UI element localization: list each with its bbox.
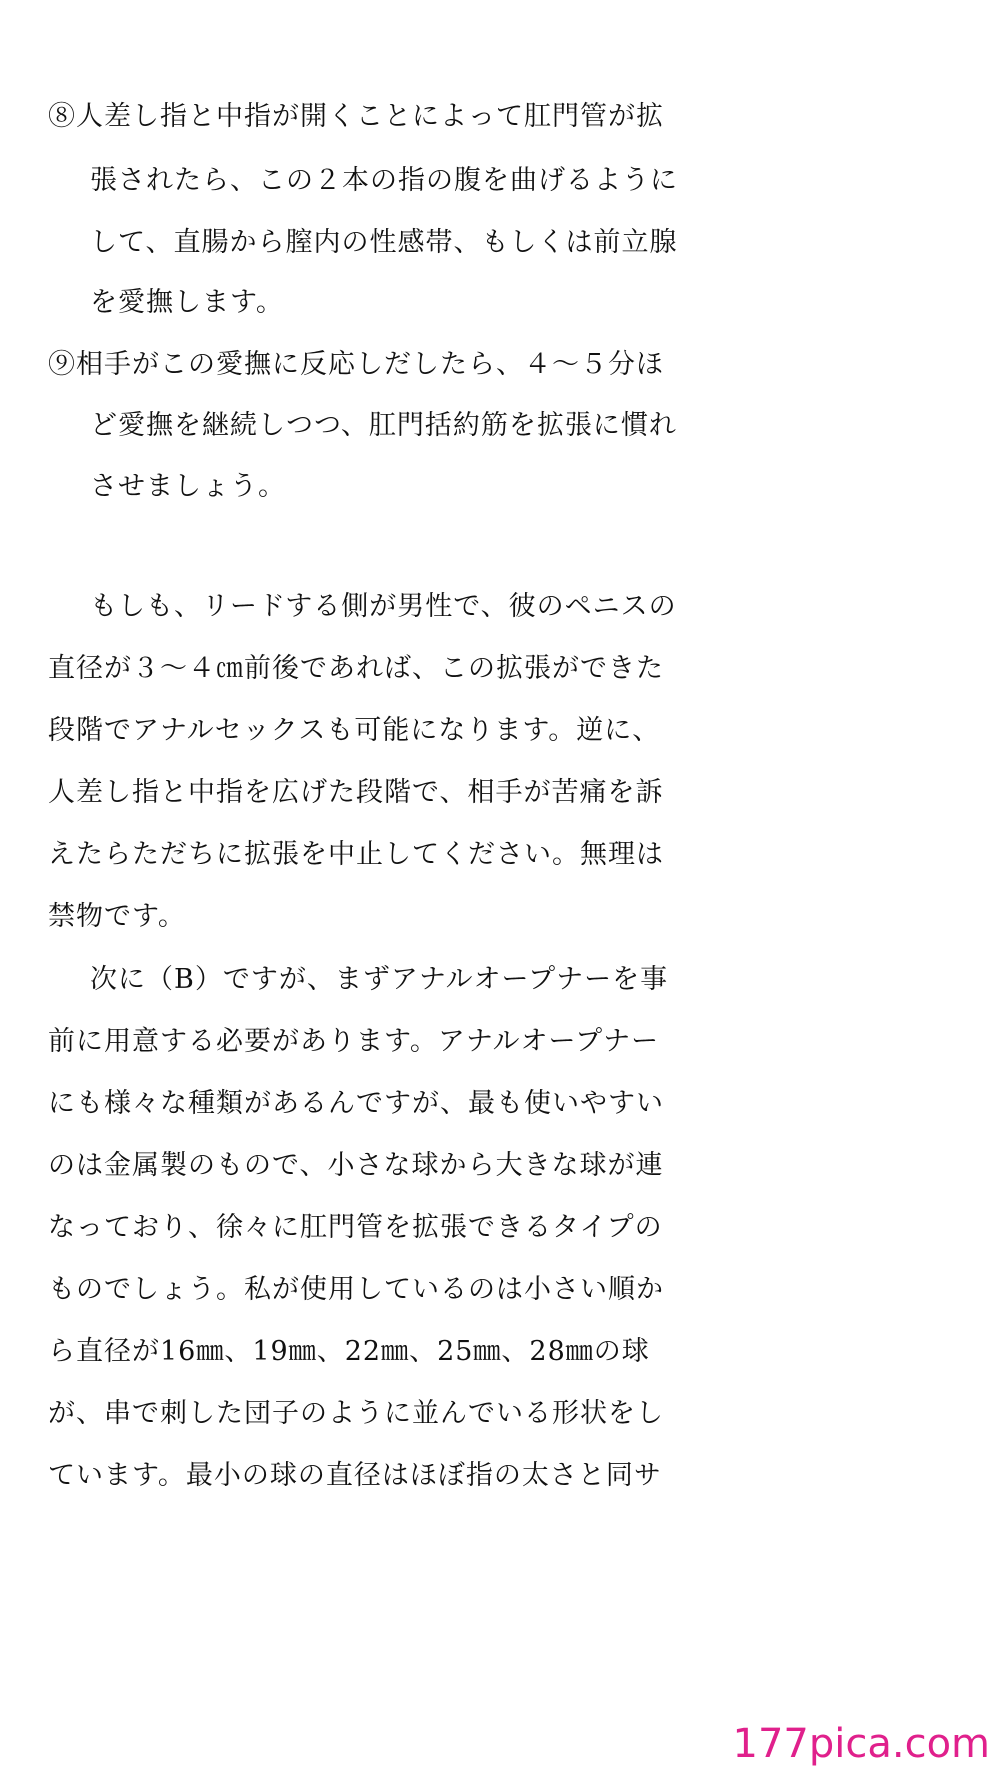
para-a-line-2: 直径が３〜４㎝前後であれば、この拡張ができた [48, 653, 664, 684]
site-watermark: 177pica.com [732, 1721, 990, 1767]
para-b-line-1: 次に（B）ですが、まずアナルオープナーを事 [90, 964, 669, 995]
para-a-line-3: 段階でアナルセックスも可能になります。逆に、 [48, 715, 661, 746]
para-a-line-4: 人差し指と中指を広げた段階で、相手が苦痛を訴 [48, 777, 664, 808]
para-b-line-6: ものでしょう。私が使用しているのは小さい順か [48, 1274, 664, 1305]
item-8-line-1: ⑧人差し指と中指が開くことによって肛門管が拡 [48, 101, 664, 132]
para-b-line-8: が、串で刺した団子のように並んでいる形状をし [48, 1398, 664, 1429]
item-8-line-2: 張されたら、この２本の指の腹を曲げるように [90, 165, 678, 196]
item-9-line-3: させましょう。 [90, 471, 286, 502]
para-b-line-5: なっており、徐々に肛門管を拡張できるタイプの [48, 1212, 663, 1243]
item-9-line-1: ⑨相手がこの愛撫に反応しだしたら、４〜５分ほ [48, 349, 664, 380]
para-b-line-2: 前に用意する必要があります。アナルオープナー [48, 1026, 660, 1057]
item-9-line-2: ど愛撫を継続しつつ、肛門括約筋を拡張に慣れ [90, 410, 677, 441]
para-b-line-3: にも様々な種類があるんですが、最も使いやすい [48, 1088, 664, 1119]
para-a-line-5: えたらただちに拡張を中止してください。無理は [48, 839, 664, 870]
para-b-line-4: のは金属製のもので、小さな球から大きな球が連 [48, 1150, 664, 1181]
para-b-line-9: ています。最小の球の直径はほぼ指の太さと同サ [48, 1460, 662, 1491]
para-a-line-1: もしも、リードする側が男性で、彼のペニスの [90, 591, 677, 622]
para-a-line-6: 禁物です。 [48, 901, 186, 932]
item-8-line-4: を愛撫します。 [90, 287, 284, 318]
item-8-line-3: して、直腸から膣内の性感帯、もしくは前立腺 [90, 227, 678, 258]
para-b-line-7: ら直径が16㎜、19㎜、22㎜、25㎜、28㎜の球 [48, 1336, 650, 1367]
